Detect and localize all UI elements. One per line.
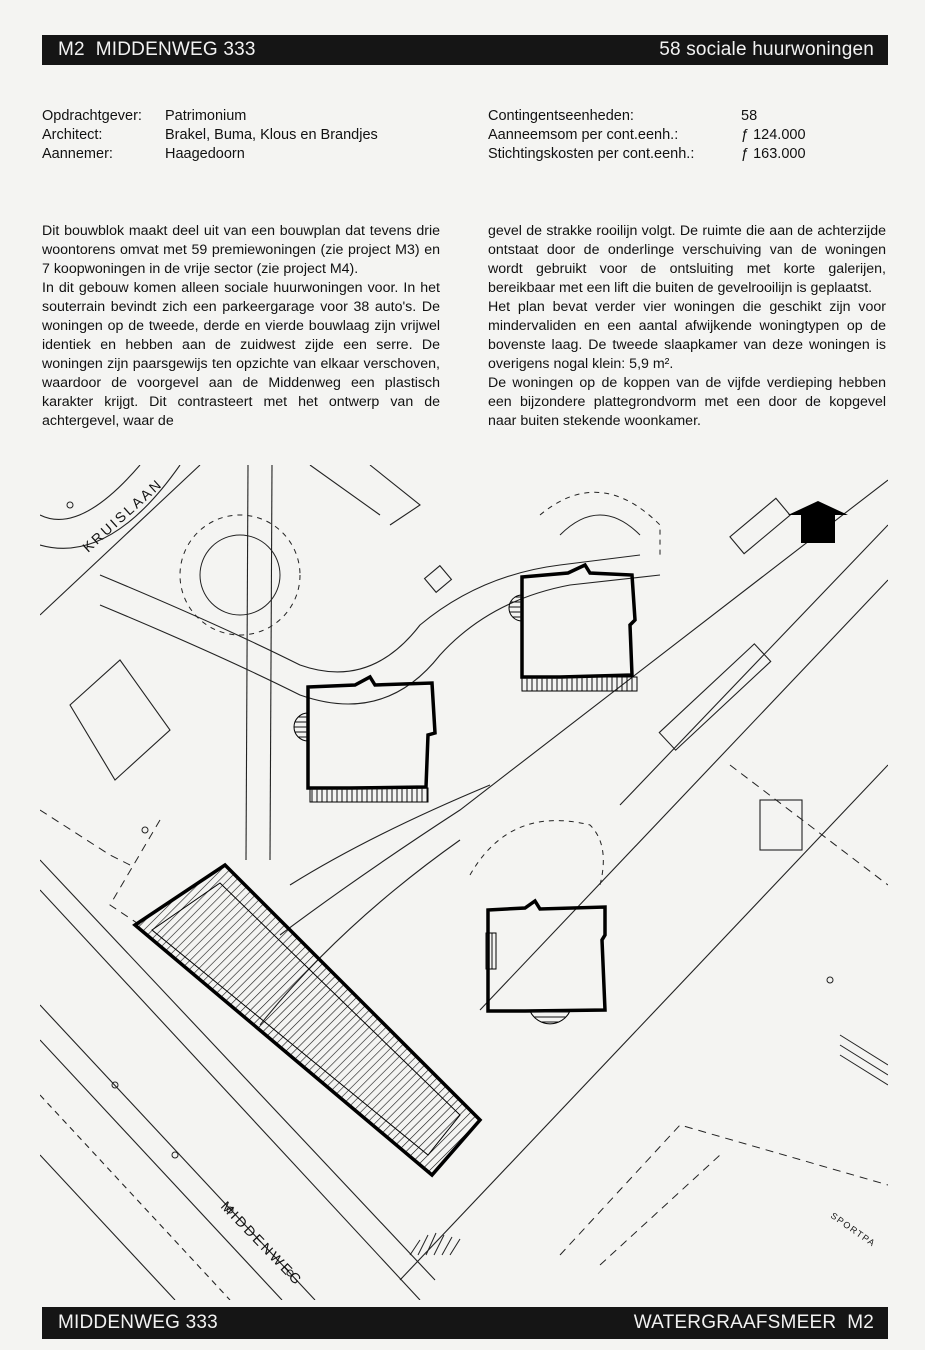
paragraph: In dit gebouw komen alleen sociale huurwoningen voor. In het souterrain bevindt zich een parkeergarage voor 38 auto's. De woningen op de tweede, derde en vierde bouwlaag zijn vrijwel identiek en hebben aan de zuidwest zijde een serre. De woningen zijn paarsgewijs ten opzichte van elkaar verschoven, waardoor de voorgevel aan de Middenweg een plastisch karakter krijgt. Dit contrasteert met het ontwerp van de achtergevel, waar de [42,280,440,429]
cost-row [488,145,888,164]
cost-row [488,107,888,126]
footer-district: WATERGRAAFSMEER M2 [633,1312,874,1333]
project-credits [42,107,462,164]
site-plan [40,465,888,1300]
paragraph: Dit bouwblok maakt deel uit van een bouwplan dat tevens drie woontorens omvat met 59 premiewoningen (zie project M3) en 7 koopwoningen in de vrije sector (zie project M4). [42,223,440,277]
paragraph: gevel de strakke rooilijn volgt. De ruimte die aan de achterzijde ontstaat door de onderlinge verschuiving van de woningen wordt gebruikt voor de ontsluiting met korte galerijen, bereikbaar met een lift die buiten de gevelrooilijn is geplaatst. [488,223,886,296]
house-arrow-icon [788,501,848,543]
credit-value: Patrimonium [165,108,247,124]
paragraph: De woningen op de koppen van de vijfde verdieping hebben een bijzondere plattegrondvorm met een door de kopgevel naar buiten stekende woonkamer. [488,375,886,429]
cost-value: ƒ 124.000 [741,127,806,143]
cost-value: 58 [741,108,758,124]
credit-value: Haagedoorn [165,146,245,162]
service-road [260,480,888,1280]
street-label-sportpark: SPORTPA [828,1210,878,1249]
footer-address: MIDDENWEG 333 [58,1312,218,1333]
header-housing-count: 58 sociale huurwoningen [659,39,874,60]
cost-key: Stichtingskosten per cont.eenh.: [488,146,695,162]
credit-key: Opdrachtgever: [42,108,142,124]
credit-key: Aannemer: [42,146,113,162]
sport-field-edge [410,1035,888,1255]
page-footer [42,1307,888,1339]
street-label-middenweg: MIDDENWEG [217,1197,307,1290]
credit-key: Architect: [42,127,103,143]
description-right-column [488,222,886,431]
header-project-code: M2 MIDDENWEG 333 [58,39,256,60]
credit-row [42,126,462,145]
cost-value: ƒ 163.000 [741,146,806,162]
tower-block-1 [294,677,435,802]
description-left-column [42,222,440,431]
cost-key: Aanneemsom per cont.eenh.: [488,127,679,143]
kruislaan-road [40,465,200,615]
credit-row [42,107,462,126]
page-header [42,35,888,65]
plot-boundaries [40,765,888,1265]
tower-block-3 [486,901,605,1024]
project-costs [488,107,888,164]
cost-row [488,126,888,145]
vertical-road [246,465,272,860]
credit-value: Brakel, Buma, Klous en Brandjes [165,127,378,143]
paragraph: Het plan bevat verder vier woningen die geschikt zijn voor mindervaliden en een aantal afwijkende woningtypen op de bovenste laag. De tweede slaapkamer van deze woningen is overigens nogal klein: 5,9 m². [488,299,886,372]
surrounding-buildings [70,465,802,850]
credit-row [42,145,462,164]
street-trees [67,502,833,1276]
street-label-kruislaan: KRUISLAAN [79,475,166,556]
tower-block-2 [509,565,637,691]
main-building-middenweg-333 [135,865,480,1175]
cost-key: Contingentseenheden: [488,108,634,124]
